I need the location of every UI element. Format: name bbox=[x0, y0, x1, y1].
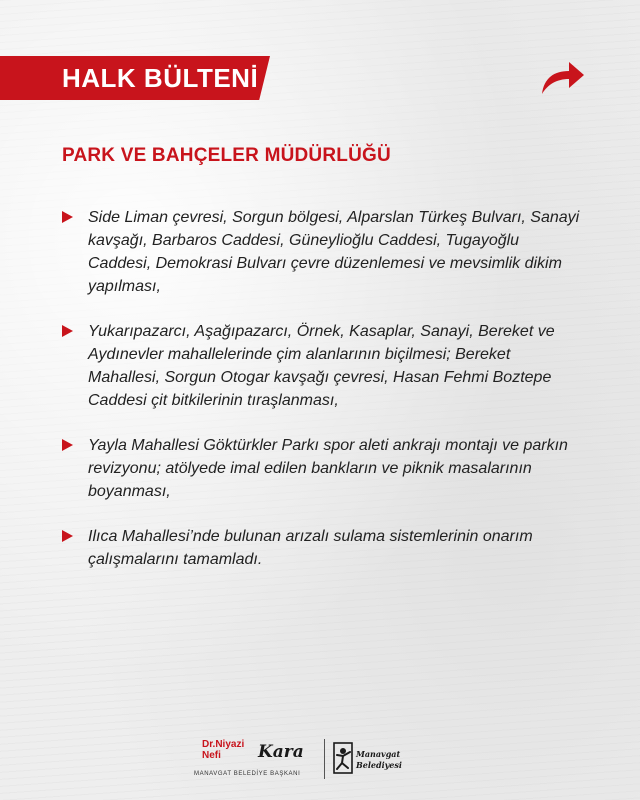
triangle-bullet-icon bbox=[62, 439, 73, 451]
list-item-text: Side Liman çevresi, Sorgun bölgesi, Alparslan Türkeş Bulvarı, Sanayi kavşağı, Barbaros Caddesi, Güneylioğlu Caddesi, Tugayoğlu Caddesi, Demokrasi Bulvarı çevre düzenlemesi ve mevsimlik dikim yapılması, bbox=[88, 209, 580, 295]
footer bbox=[0, 735, 640, 785]
mayor-surname: Kara bbox=[258, 742, 304, 762]
triangle-bullet-icon bbox=[62, 325, 73, 337]
curved-arrow-right-icon[interactable] bbox=[538, 56, 588, 100]
bulletin-list bbox=[62, 206, 582, 593]
list-item bbox=[62, 525, 582, 571]
section-title: PARK VE BAHÇELER MÜDÜRLÜĞÜ bbox=[62, 145, 391, 166]
list-item bbox=[62, 320, 582, 412]
list-item bbox=[62, 206, 582, 298]
footer-divider bbox=[324, 739, 325, 779]
list-item-text: Yayla Mahallesi Göktürkler Parkı spor aleti ankrajı montajı ve parkın revizyonu; atölyede imal edilen bankların ve piknik masalarının boyanması, bbox=[88, 437, 568, 500]
triangle-bullet-icon bbox=[62, 530, 73, 542]
page-title: HALK BÜLTENİ bbox=[62, 63, 259, 93]
municipality-name: Manavgat Belediyesi bbox=[356, 749, 402, 770]
triangle-bullet-icon bbox=[62, 211, 73, 223]
list-item bbox=[62, 434, 582, 503]
municipality-emblem-icon bbox=[332, 741, 356, 775]
mayor-title: MANAVGAT BELEDİYE BAŞKANI bbox=[194, 771, 301, 777]
list-item-text: Ilıca Mahallesi’nde bulunan arızalı sulama sistemlerinin onarım çalışmalarını tamamladı. bbox=[88, 528, 533, 568]
list-item-text: Yukarıpazarcı, Aşağıpazarcı, Örnek, Kasaplar, Sanayi, Bereket ve Aydınevler mahallelerinde çim alanlarının biçilmesi; Bereket Mahallesi, Sorgun Otogar kavşağı çevresi, Hasan Fehmi Boztepe Caddesi çit bitkilerinin tıraşlanması, bbox=[88, 323, 555, 409]
mayor-name: Dr.Niyazi Nefi bbox=[202, 739, 245, 761]
mayor-signature-logo bbox=[192, 739, 320, 783]
municipality-logo bbox=[332, 741, 412, 781]
